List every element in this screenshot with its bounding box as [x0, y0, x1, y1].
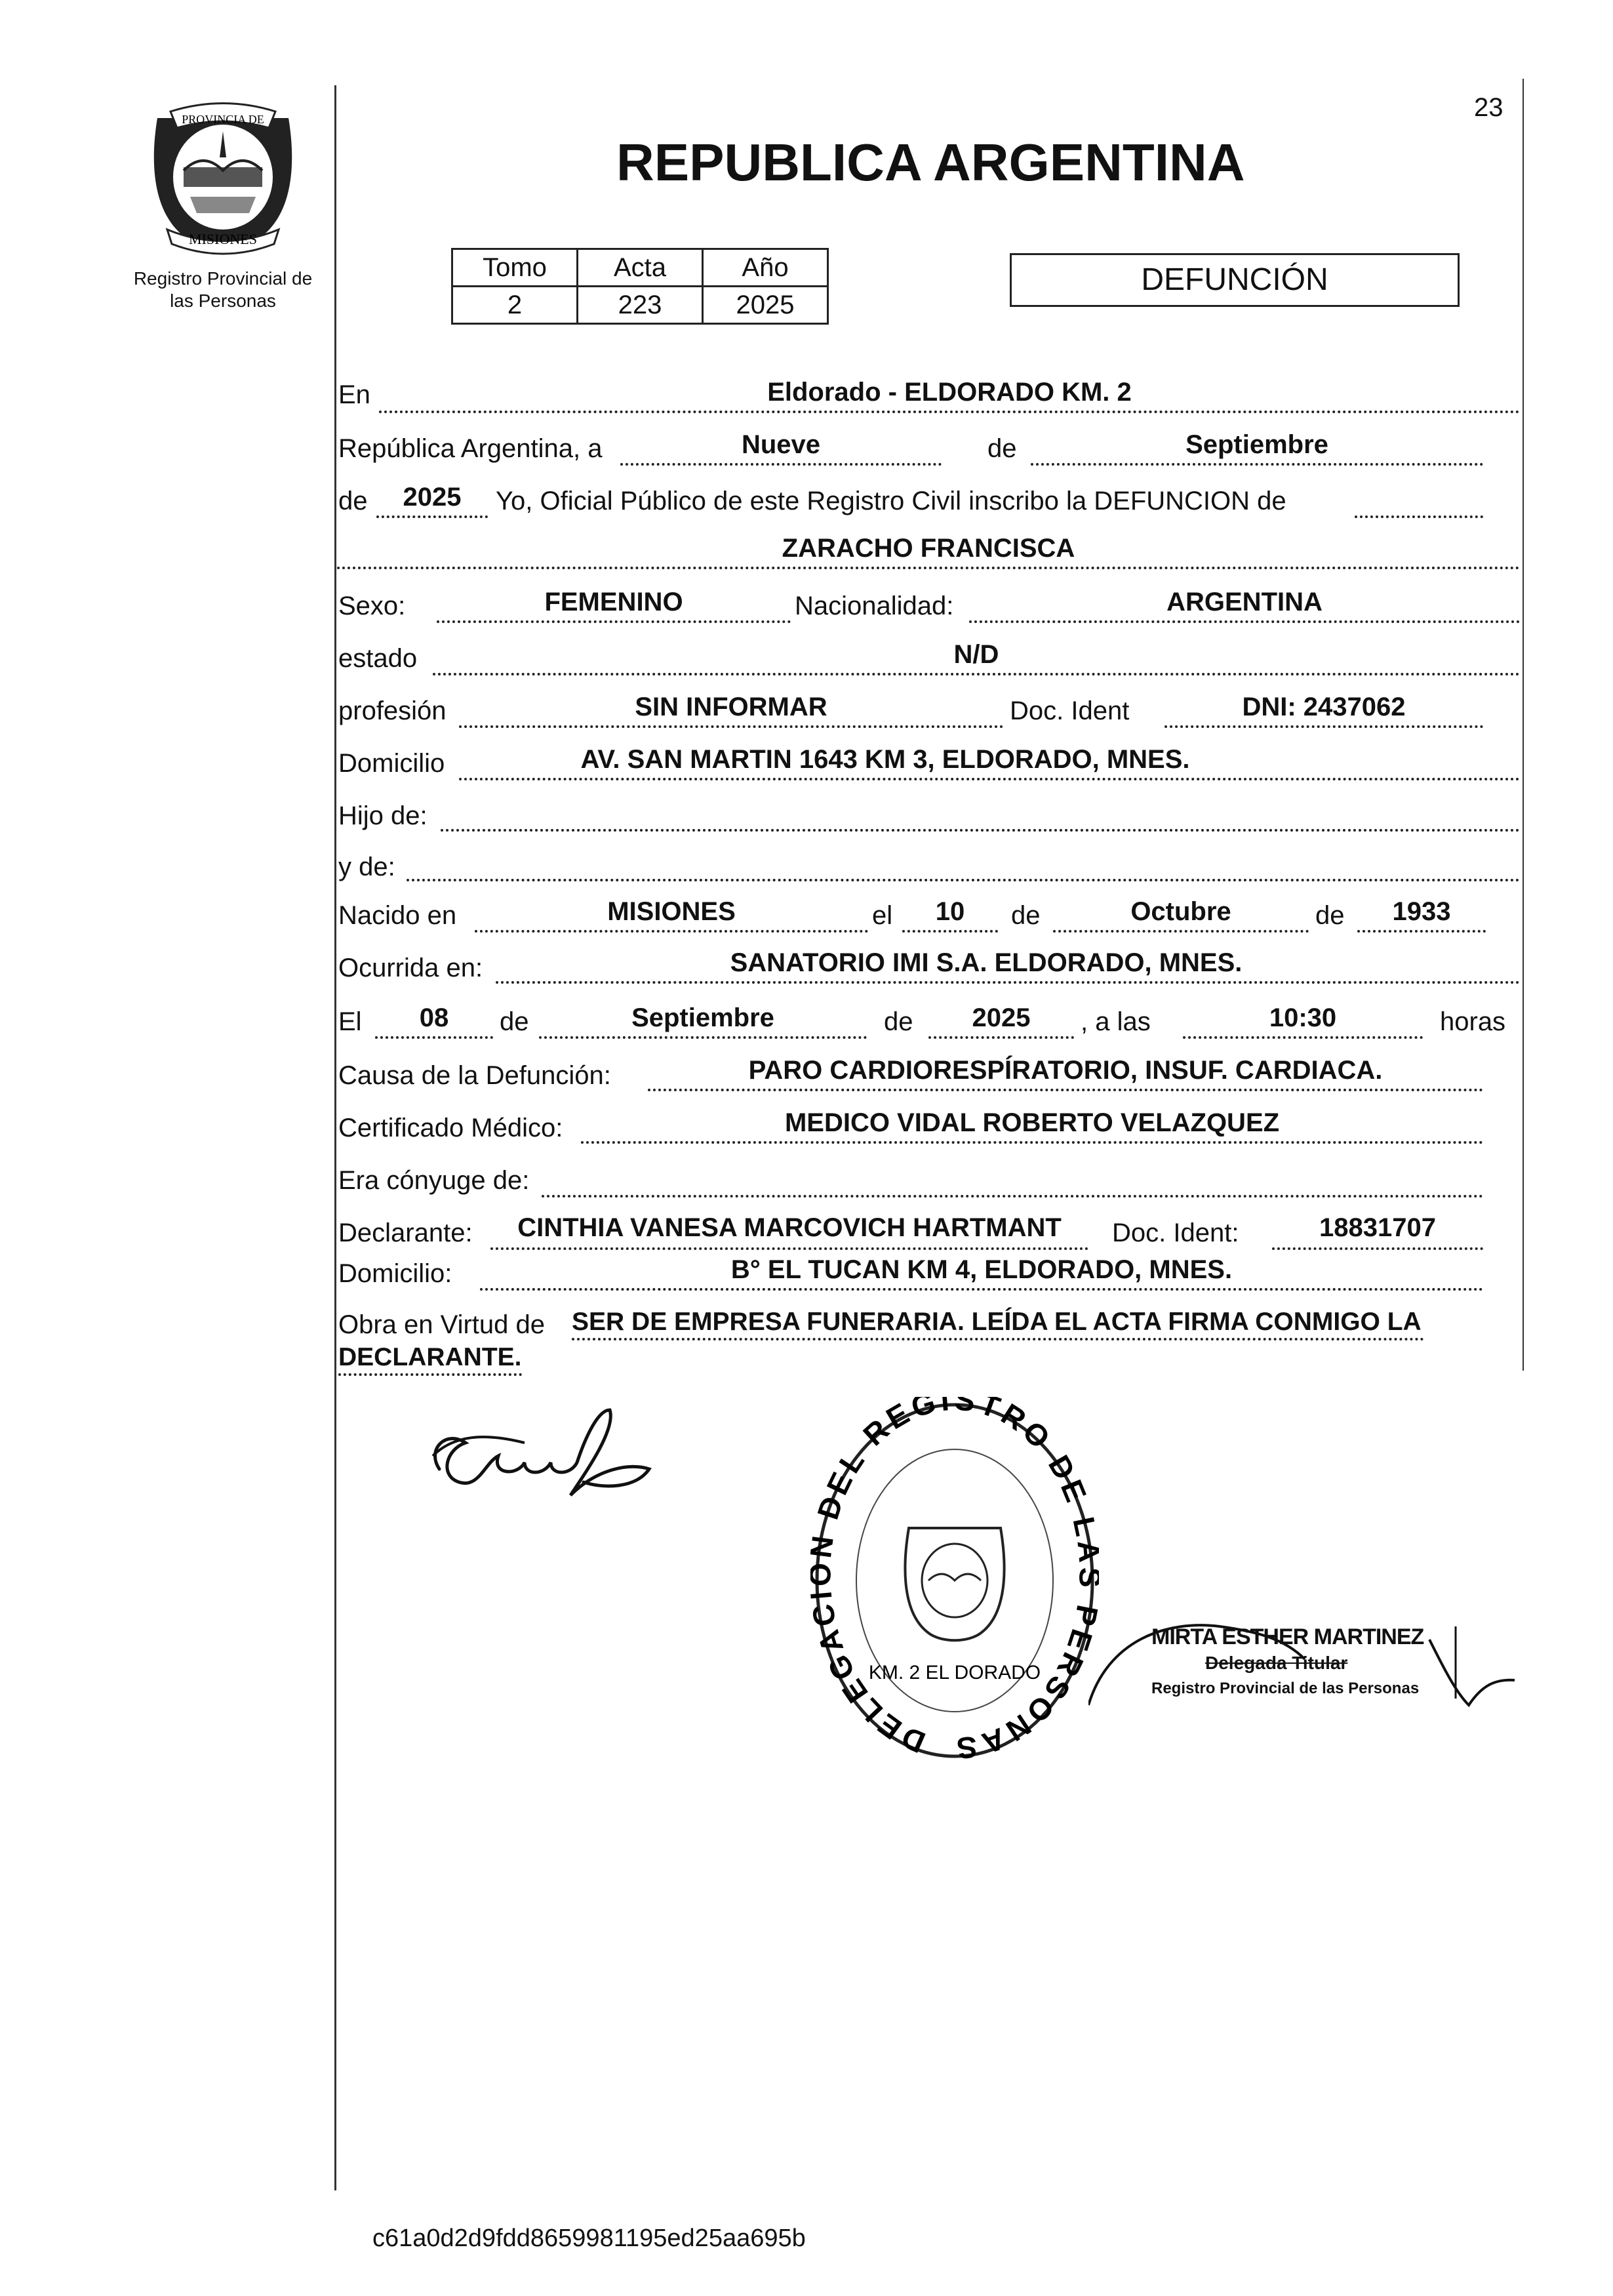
ocurrida-en-value: SANATORIO IMI S.A. ELDORADO, MNES. — [730, 948, 1243, 977]
def-anio-value: 2025 — [972, 1003, 1031, 1032]
declarant-signature — [420, 1390, 669, 1521]
nac-dia-value: 10 — [935, 897, 965, 926]
declarante-doc-line — [1272, 1247, 1483, 1250]
page-number: 23 — [1474, 93, 1503, 122]
acta-header: Acta — [578, 249, 703, 287]
stamp-inner-text: KM. 2 EL DORADO — [868, 1662, 1041, 1683]
declarante-label: Declarante: — [338, 1218, 473, 1247]
republica-label: República Argentina, a — [338, 434, 603, 463]
estado-line — [433, 673, 1520, 675]
declarante-value: CINTHIA VANESA MARCOVICH HARTMANT — [517, 1213, 1062, 1242]
conyuge-line — [542, 1195, 1483, 1198]
yo-oficial-text: Yo, Oficial Público de este Registro Civil inscribo la DEFUNCION de — [496, 487, 1286, 515]
registry-name — [111, 268, 334, 312]
hijo-de-label: Hijo de: — [338, 801, 428, 830]
obra-value-line-1: SER DE EMPRESA FUNERARIA. LEÍDA EL ACTA FIRMA CONMIGO LA — [572, 1306, 1424, 1340]
de-label-3: de — [1011, 901, 1041, 930]
declarante-domicilio-line — [480, 1288, 1483, 1291]
causa-line — [648, 1089, 1483, 1091]
nombre-value: ZARACHO FRANCISCA — [782, 534, 1075, 563]
official-stamp — [810, 1397, 1099, 1764]
el-label: el — [872, 901, 893, 930]
ocurrida-en-line — [496, 981, 1520, 984]
dia-inscripcion-line — [620, 463, 942, 466]
causa-value: PARO CARDIORESPÍRATORIO, INSUF. CARDIACA. — [748, 1056, 1383, 1085]
profesion-value: SIN INFORMAR — [635, 693, 827, 721]
conyuge-label: Era cónyuge de: — [338, 1166, 530, 1195]
nacionalidad-label: Nacionalidad: — [795, 592, 954, 620]
de-label-4: de — [1315, 901, 1345, 930]
def-mes-line — [539, 1036, 867, 1039]
stamp-ring-text: DELEGA DEL REGISTRO DE ERSONAS — [810, 1397, 1099, 1764]
el-cap-label: El — [338, 1007, 362, 1036]
ocurrida-en-label: Ocurrida en: — [338, 954, 483, 982]
left-margin-line — [334, 85, 336, 2190]
provincial-emblem — [144, 98, 302, 256]
right-margin-line — [1523, 79, 1524, 1371]
reference-header-row — [452, 249, 828, 287]
tomo-value: 2 — [452, 287, 578, 324]
documento-value: DNI: 2437062 — [1242, 693, 1406, 721]
registry-line-2: las Personas — [170, 291, 276, 311]
certificado-label: Certificado Médico: — [338, 1114, 563, 1142]
def-hora-line — [1183, 1036, 1423, 1039]
domicilio-2-label: Domicilio: — [338, 1259, 452, 1288]
hijo-de-line — [441, 829, 1520, 832]
emblem-top-text: PROVINCIA DE — [182, 113, 264, 126]
registry-line-1: Registro Provincial de — [133, 268, 313, 289]
domicilio-value: AV. SAN MARTIN 1643 KM 3, ELDORADO, MNES. — [580, 745, 1190, 774]
nombre-line — [337, 567, 1520, 569]
y-de-label: y de: — [338, 853, 395, 881]
doc-ident-2-label: Doc. Ident: — [1112, 1218, 1239, 1247]
document-hash: c61a0d2d9fdd8659981195ed25aa695b — [372, 2225, 806, 2252]
declarante-doc-value: 18831707 — [1319, 1213, 1436, 1242]
horas-label: horas — [1440, 1007, 1506, 1036]
def-dia-line — [375, 1036, 493, 1039]
declarante-domicilio-value: B° EL TUCAN KM 4, ELDORADO, MNES. — [730, 1255, 1233, 1284]
documento-line — [1165, 725, 1483, 728]
domicilio-line — [459, 778, 1520, 780]
domicilio-label: Domicilio — [338, 749, 445, 778]
causa-label: Causa de la Defunción: — [338, 1061, 611, 1090]
anio-header: Año — [703, 249, 828, 287]
tomo-header: Tomo — [452, 249, 578, 287]
nacido-en-line — [475, 930, 868, 933]
def-hora-value: 10:30 — [1269, 1003, 1337, 1032]
page-title: REPUBLICA ARGENTINA — [616, 133, 1245, 191]
mes-inscripcion-value: Septiembre — [1185, 430, 1328, 459]
sexo-line — [437, 620, 791, 623]
sexo-value: FEMENINO — [544, 588, 683, 616]
obra-label: Obra en Virtud de — [338, 1310, 546, 1339]
nacionalidad-value: ARGENTINA — [1166, 588, 1323, 616]
de-label-1: de — [987, 434, 1017, 463]
sexo-label: Sexo: — [338, 592, 406, 620]
lugar-line — [379, 411, 1520, 413]
reference-table — [451, 248, 829, 325]
nac-dia-line — [902, 930, 998, 933]
reference-value-row — [452, 287, 828, 324]
de-label-5: de — [500, 1007, 529, 1036]
doc-ident-label: Doc. Ident — [1010, 696, 1130, 725]
a-las-label: , a las — [1081, 1007, 1151, 1036]
nac-mes-line — [1053, 930, 1309, 933]
def-anio-line — [928, 1036, 1074, 1039]
profesion-label: profesión — [338, 696, 447, 725]
nac-mes-value: Octubre — [1130, 897, 1231, 926]
def-mes-value: Septiembre — [631, 1003, 774, 1032]
anio-inscripcion-line — [376, 515, 488, 518]
emblem-bottom-text: MISIONES — [189, 231, 257, 247]
acta-value: 223 — [578, 287, 703, 324]
dia-inscripcion-value: Nueve — [741, 430, 821, 459]
anio-value: 2025 — [703, 287, 828, 324]
de-label-6: de — [884, 1007, 913, 1036]
en-label: En — [338, 380, 370, 409]
nacido-en-value: MISIONES — [607, 897, 736, 926]
certificado-line — [581, 1141, 1483, 1144]
nac-anio-line — [1357, 930, 1486, 933]
nombre-line-start — [1355, 515, 1483, 518]
nacionalidad-line — [969, 620, 1520, 623]
y-de-line — [407, 879, 1520, 881]
def-dia-value: 08 — [419, 1003, 449, 1032]
de-label-2: de — [338, 487, 368, 515]
lugar-value: Eldorado - ELDORADO KM. 2 — [767, 378, 1132, 407]
mes-inscripcion-line — [1031, 463, 1483, 466]
estado-value: N/D — [953, 640, 999, 669]
obra-value-line-2: DECLARANTE. — [338, 1342, 522, 1376]
anio-inscripcion-value: 2025 — [403, 483, 462, 512]
certificado-value: MEDICO VIDAL ROBERTO VELAZQUEZ — [784, 1108, 1280, 1137]
nac-anio-value: 1933 — [1392, 897, 1451, 926]
nacido-en-label: Nacido en — [338, 901, 457, 930]
profesion-line — [459, 725, 1003, 728]
registrar-name: MIRTA ESTHER MARTINEZ — [1151, 1624, 1424, 1649]
declarante-line — [490, 1247, 1088, 1250]
record-type-box: DEFUNCIÓN — [1010, 253, 1460, 307]
registrar-registry: Registro Provincial de las Personas — [1151, 1680, 1420, 1697]
registrar-role: Delegada Titular — [1205, 1653, 1348, 1673]
estado-label: estado — [338, 644, 418, 673]
